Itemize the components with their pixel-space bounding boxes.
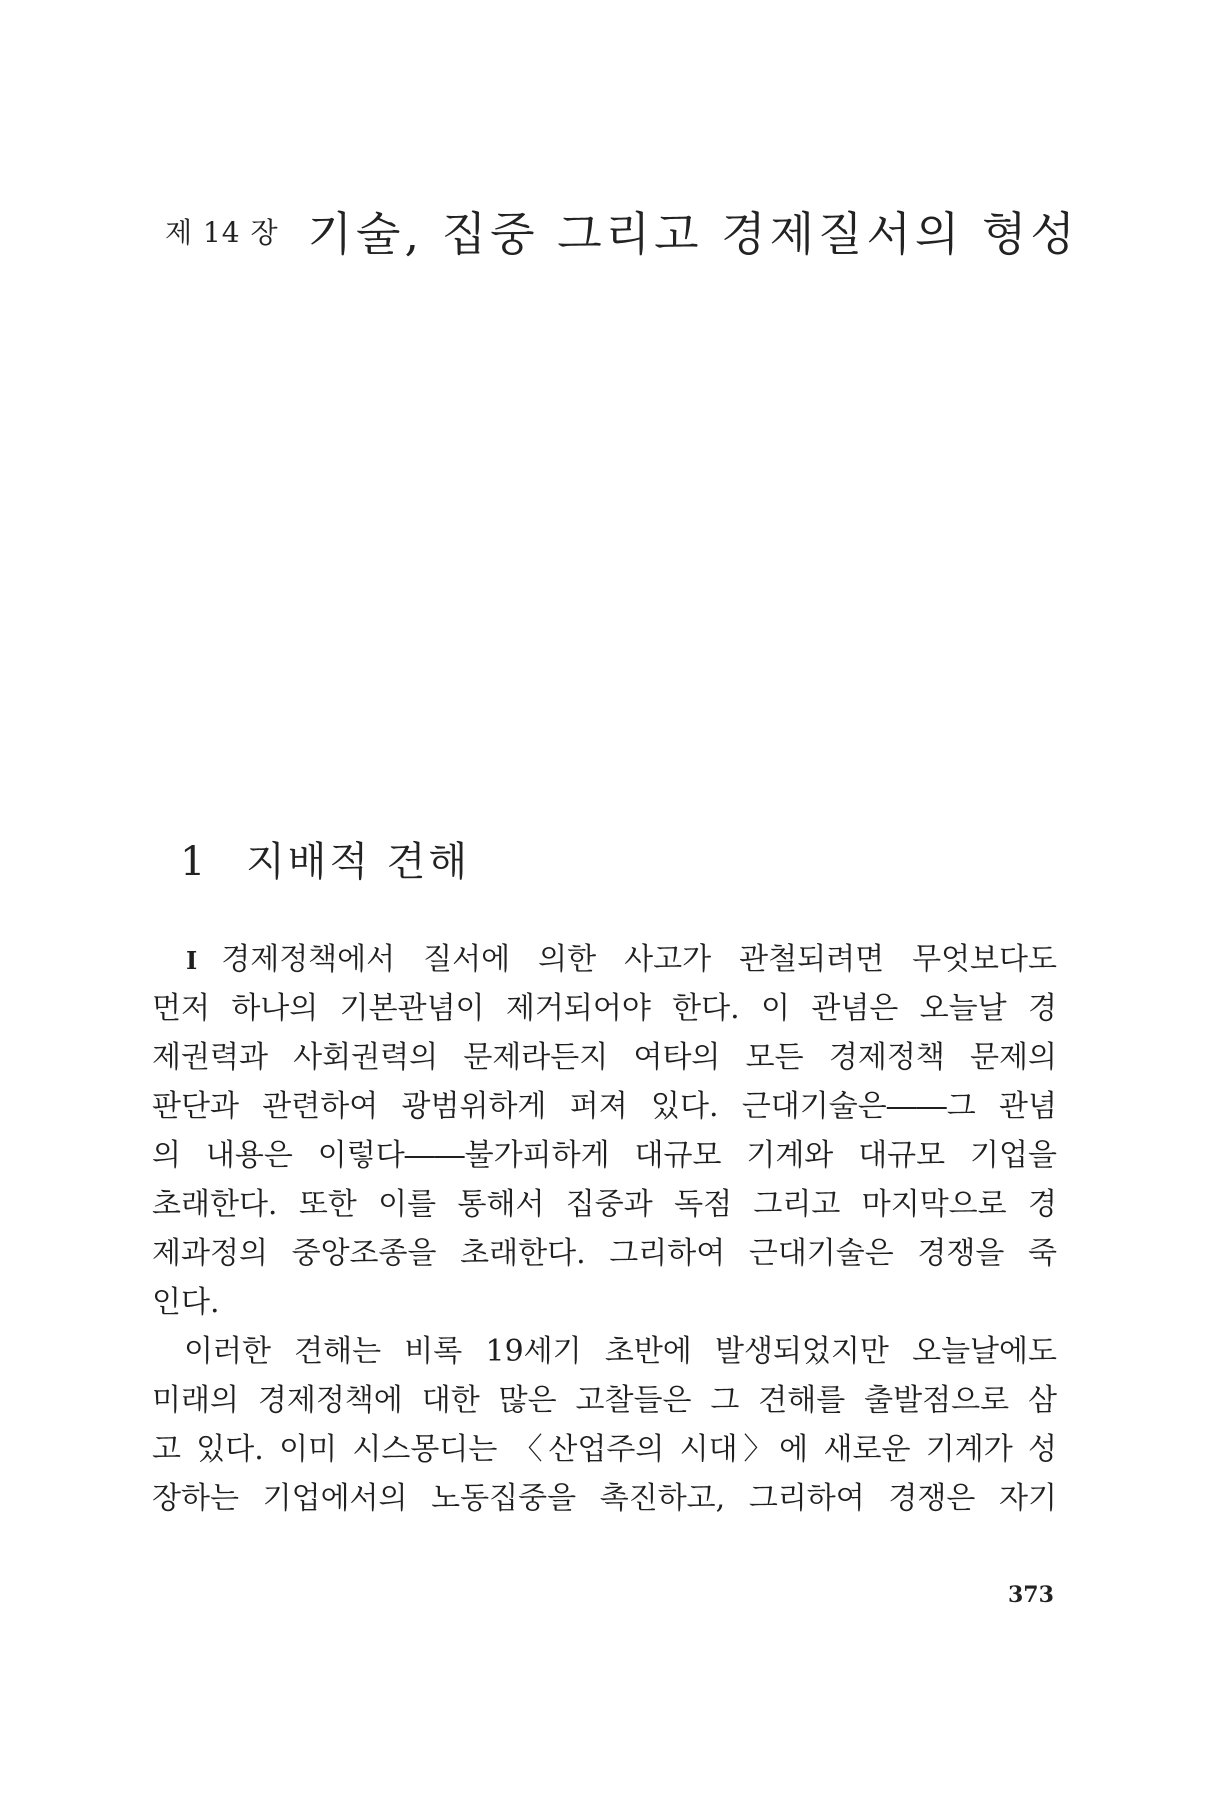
paragraph-2-line: 미래의 경제정책에 대한 많은 고찰들은 그 견해를 출발점으로 삼: [152, 1383, 1057, 1418]
paragraph-2-line: 장하는 기업에서의 노동집중을 촉진하고, 그리하여 경쟁은 자기: [152, 1481, 1057, 1516]
paragraph-1-line: 제과정의 중앙조종을 초래한다. 그리하여 근대기술은 경쟁을 죽: [152, 1236, 1057, 1271]
paragraph-1-line: 초래한다. 또한 이를 통해서 집중과 독점 그리고 마지막으로 경: [152, 1187, 1057, 1222]
chapter-title: 기술, 집중 그리고 경제질서의 형성: [307, 207, 1079, 261]
paragraph-1-line: I 경제정책에서 질서에 의한 사고가 관철되려면 무엇보다도: [186, 942, 1057, 977]
paragraph-marker: I: [186, 946, 198, 975]
chapter-heading: [165, 198, 1079, 264]
chapter-label: 제 14 장: [165, 216, 279, 249]
paragraph-2-line: 이러한 견해는 비록 19세기 초반에 발생되었지만 오늘날에도: [184, 1334, 1057, 1369]
section-title: 지배적 견해: [246, 839, 471, 885]
section-number: 1: [180, 839, 209, 885]
page-number: 373: [1008, 1582, 1054, 1608]
section-heading: [180, 830, 470, 887]
paragraph-1-line: 의 내용은 이렇다――불가피하게 대규모 기계와 대규모 기업을: [152, 1138, 1057, 1173]
paragraph-1-line: 판단과 관련하여 광범위하게 퍼져 있다. 근대기술은――그 관념: [152, 1089, 1057, 1124]
paragraph-1-line: 제권력과 사회권력의 문제라든지 여타의 모든 경제정책 문제의: [152, 1040, 1057, 1075]
paragraph-1-line: 인다.: [152, 1285, 220, 1320]
paragraph-1-line: 먼저 하나의 기본관념이 제거되어야 한다. 이 관념은 오늘날 경: [152, 991, 1057, 1026]
paragraph-2-line: 고 있다. 이미 시스몽디는 〈산업주의 시대〉에 새로운 기계가 성: [152, 1432, 1057, 1467]
body-text: [152, 935, 1057, 1523]
